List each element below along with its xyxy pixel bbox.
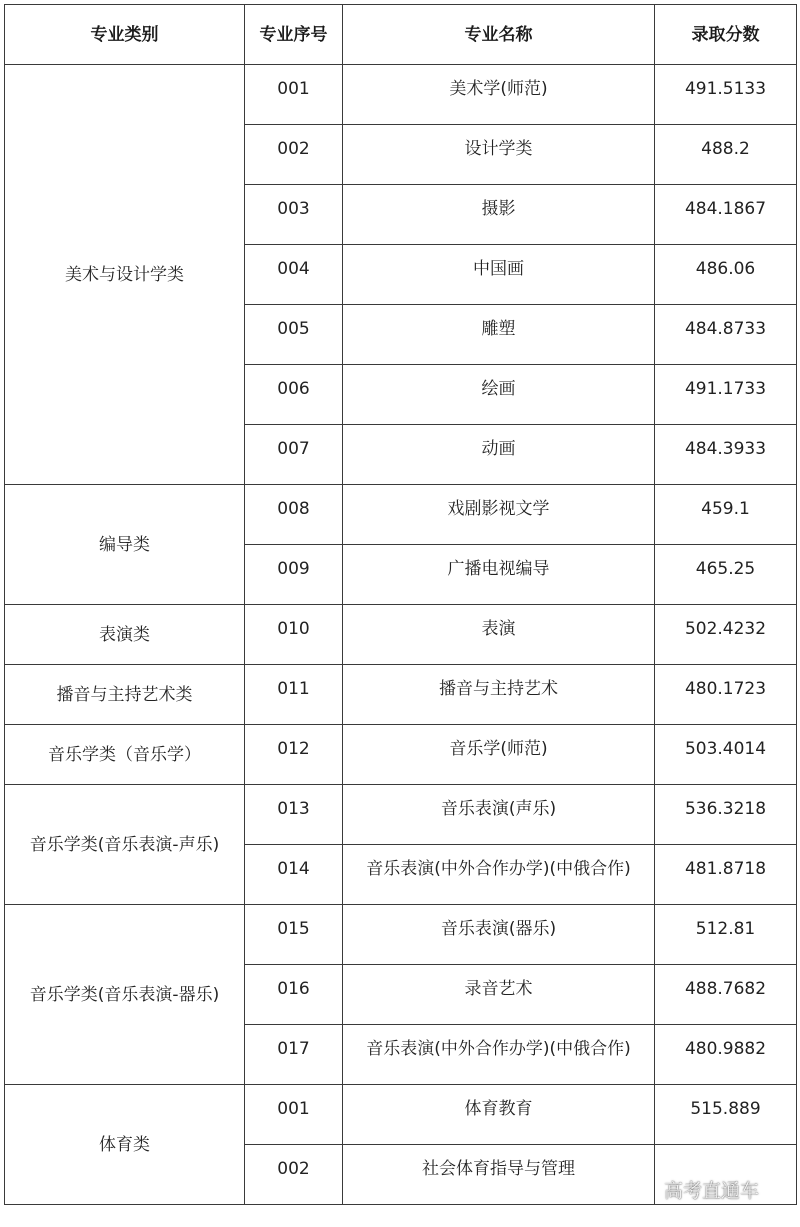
code-cell-text: 002 (277, 138, 310, 159)
major-name-cell (343, 725, 655, 785)
code-cell-text: 003 (277, 198, 310, 219)
code-cell-text: 017 (277, 1038, 310, 1059)
major-name-cell (343, 965, 655, 1025)
score-cell-text: 502.4232 (684, 618, 767, 639)
major-name-cell-text: 音乐表演(声乐) (440, 798, 557, 819)
major-name-cell-text: 绘画 (481, 378, 516, 399)
score-cell-text: 484.8733 (684, 318, 767, 339)
code-cell-text: 009 (277, 558, 310, 579)
code-cell-text: 005 (277, 318, 310, 339)
major-name-cell (343, 665, 655, 725)
major-name-cell-text: 社会体育指导与管理 (422, 1158, 575, 1179)
code-cell (245, 1085, 343, 1145)
code-cell (245, 365, 343, 425)
table-header (5, 5, 797, 65)
code-cell-text: 011 (277, 678, 310, 699)
score-cell (655, 305, 797, 365)
category-cell: 音乐学类(音乐表演-器乐) (5, 905, 245, 1085)
major-name-cell-text: 音乐表演(中外合作办学)(中俄合作) (366, 1038, 631, 1059)
code-cell (245, 545, 343, 605)
major-name-cell-text: 雕塑 (481, 318, 516, 339)
table-row (5, 485, 797, 545)
score-cell (655, 125, 797, 185)
score-cell (655, 65, 797, 125)
code-cell (245, 305, 343, 365)
table-body (5, 65, 797, 1205)
major-name-cell (343, 785, 655, 845)
score-cell (655, 545, 797, 605)
watermark-text: 高考直通车 (664, 1180, 760, 1202)
header-major-name: 专业名称 (343, 5, 655, 65)
score-cell (655, 665, 797, 725)
category-cell: 美术与设计学类 (5, 65, 245, 485)
category-cell: 体育类 (5, 1085, 245, 1205)
header-row (5, 5, 797, 65)
score-cell-text: 536.3218 (684, 798, 767, 819)
code-cell-text: 013 (277, 798, 310, 819)
table-row (5, 65, 797, 125)
code-cell-text: 007 (277, 438, 310, 459)
major-name-cell-text: 摄影 (481, 198, 516, 219)
score-cell (655, 785, 797, 845)
code-cell-text: 016 (277, 978, 310, 999)
code-cell-text: 015 (277, 918, 310, 939)
code-cell-text: 001 (277, 1098, 310, 1119)
major-name-cell-text: 戏剧影视文学 (447, 498, 550, 519)
category-cell: 表演类 (5, 605, 245, 665)
score-cell (655, 845, 797, 905)
major-name-cell-text: 音乐学(师范) (449, 738, 548, 759)
code-cell (245, 245, 343, 305)
category-cell: 音乐学类（音乐学） (5, 725, 245, 785)
major-name-cell (343, 125, 655, 185)
major-name-cell (343, 425, 655, 485)
score-cell-text: 486.06 (695, 258, 756, 279)
score-cell (655, 965, 797, 1025)
major-name-cell-text: 音乐表演(器乐) (440, 918, 557, 939)
code-cell-text: 012 (277, 738, 310, 759)
score-cell-text: 488.7682 (684, 978, 767, 999)
score-cell (655, 365, 797, 425)
major-name-cell (343, 605, 655, 665)
code-cell (245, 905, 343, 965)
major-name-cell (343, 365, 655, 425)
major-name-cell-text: 中国画 (473, 258, 524, 279)
category-cell: 播音与主持艺术类 (5, 665, 245, 725)
code-cell-text: 002 (277, 1158, 310, 1179)
score-cell-text: 480.1723 (684, 678, 767, 699)
major-name-cell (343, 1025, 655, 1085)
major-name-cell-text: 设计学类 (464, 138, 533, 159)
major-name-cell (343, 845, 655, 905)
major-name-cell-text: 广播电视编导 (447, 558, 550, 579)
code-cell (245, 725, 343, 785)
code-cell (245, 785, 343, 845)
score-cell-text: 459.1 (701, 498, 750, 519)
score-cell (655, 485, 797, 545)
table-row (5, 725, 797, 785)
table-row (5, 605, 797, 665)
score-cell-text: 465.25 (695, 558, 756, 579)
major-name-cell (343, 1085, 655, 1145)
code-cell (245, 485, 343, 545)
score-cell-text: 491.5133 (684, 78, 767, 99)
header-category: 专业类别 (5, 5, 245, 65)
code-cell (245, 665, 343, 725)
score-cell-text: 484.1867 (684, 198, 767, 219)
score-cell (655, 1025, 797, 1085)
table-row (5, 785, 797, 845)
score-cell-text: 481.8718 (684, 858, 767, 879)
code-cell-text: 010 (277, 618, 310, 639)
major-name-cell (343, 1145, 655, 1205)
code-cell (245, 125, 343, 185)
score-cell-text: 484.3933 (684, 438, 767, 459)
major-name-cell (343, 305, 655, 365)
table-row (5, 665, 797, 725)
major-name-cell (343, 185, 655, 245)
code-cell (245, 605, 343, 665)
score-cell-text: 488.2 (701, 138, 750, 159)
major-name-cell-text: 体育教育 (464, 1098, 533, 1119)
major-name-cell-text: 播音与主持艺术 (439, 678, 558, 699)
code-cell-text: 008 (277, 498, 310, 519)
major-name-cell (343, 485, 655, 545)
category-cell: 编导类 (5, 485, 245, 605)
code-cell (245, 1145, 343, 1205)
major-name-cell (343, 65, 655, 125)
score-cell-text: 480.9882 (684, 1038, 767, 1059)
major-name-cell-text: 音乐表演(中外合作办学)(中俄合作) (366, 858, 631, 879)
code-cell (245, 185, 343, 245)
code-cell (245, 845, 343, 905)
table-row (5, 905, 797, 965)
score-cell (655, 905, 797, 965)
major-name-cell-text: 动画 (481, 438, 516, 459)
code-cell-text: 014 (277, 858, 310, 879)
major-name-cell-text: 录音艺术 (464, 978, 533, 999)
code-cell-text: 006 (277, 378, 310, 399)
score-cell (655, 605, 797, 665)
admission-score-table (4, 4, 797, 1205)
code-cell-text: 004 (277, 258, 310, 279)
header-score: 录取分数 (655, 5, 797, 65)
code-cell (245, 1025, 343, 1085)
score-cell (655, 425, 797, 485)
score-cell (655, 245, 797, 305)
score-cell-text: 491.1733 (684, 378, 767, 399)
score-cell-text: 512.81 (695, 918, 756, 939)
score-cell (655, 185, 797, 245)
major-name-cell (343, 245, 655, 305)
table-row (5, 1085, 797, 1145)
code-cell-text: 001 (277, 78, 310, 99)
score-cell (655, 725, 797, 785)
major-name-cell (343, 545, 655, 605)
code-cell (245, 965, 343, 1025)
score-cell-text: 503.4014 (684, 738, 767, 759)
header-code: 专业序号 (245, 5, 343, 65)
code-cell (245, 425, 343, 485)
category-cell: 音乐学类(音乐表演-声乐) (5, 785, 245, 905)
score-cell (655, 1085, 797, 1145)
major-name-cell-text: 美术学(师范) (449, 78, 548, 99)
major-name-cell-text: 表演 (481, 618, 516, 639)
code-cell (245, 65, 343, 125)
score-cell-text: 515.889 (690, 1098, 761, 1119)
major-name-cell (343, 905, 655, 965)
